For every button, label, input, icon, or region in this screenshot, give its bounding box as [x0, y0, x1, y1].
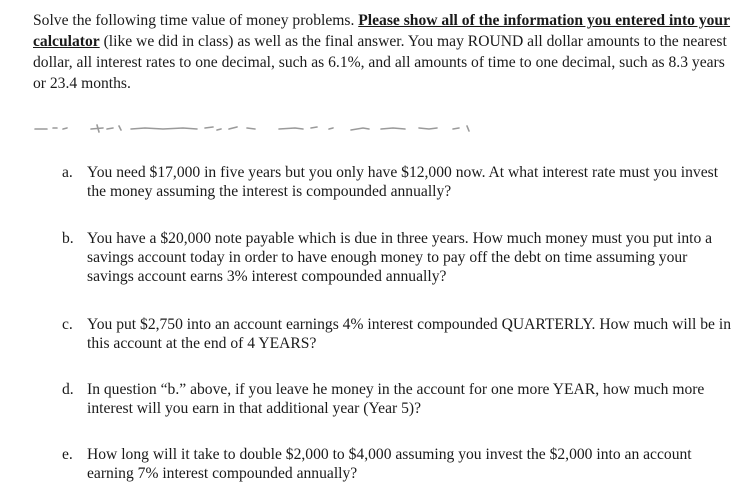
problem-text: You put $2,750 into an account earnings 4% interest compounded QUARTERLY. How much will be in this account at the end of 4 YEARS? — [87, 316, 731, 352]
instructions-rest: (like we did in class) as well as the final answer. You may ROUND all dollar amounts to the nearest dollar, all interest rates to one decimal, such as 6.1%, and all amounts of time to one decimal, such as 8.3 years or 23.4 months. — [33, 33, 727, 92]
instructions-emphasis: Please show all of the information you entered into your calculator — [33, 12, 731, 50]
instructions-paragraph — [33, 10, 733, 94]
scan-artifact-line — [33, 120, 493, 136]
problem-letter: e. — [62, 446, 73, 463]
problem-item-e — [62, 445, 732, 483]
problem-item-a — [62, 163, 732, 201]
problem-letter: c. — [62, 316, 73, 333]
problem-text: How long will it take to double $2,000 to $4,000 assuming you invest the $2,000 into an account earning 7% interest compounded annually? — [87, 446, 692, 482]
problem-item-c — [62, 315, 732, 353]
problem-text: In question “b.” above, if you leave he money in the account for one more YEAR, how much more interest will you earn in that additional year (Year 5)? — [87, 381, 705, 417]
instructions-lead: Solve the following time value of money problems. — [33, 12, 359, 29]
problem-text: You need $17,000 in five years but you only have $12,000 now. At what interest rate must you invest the money assuming the interest is compounded annually? — [87, 164, 719, 200]
problem-text: You have a $20,000 note payable which is due in three years. How much money must you put into a savings account today in order to have enough money to pay off the debt on time assuming your savings account earns 3% interest compounded annually? — [87, 230, 713, 285]
problem-letter: d. — [62, 381, 74, 398]
problem-item-b — [62, 229, 732, 286]
problem-letter: a. — [62, 164, 73, 181]
problem-item-d — [62, 380, 732, 418]
problem-letter: b. — [62, 230, 74, 247]
